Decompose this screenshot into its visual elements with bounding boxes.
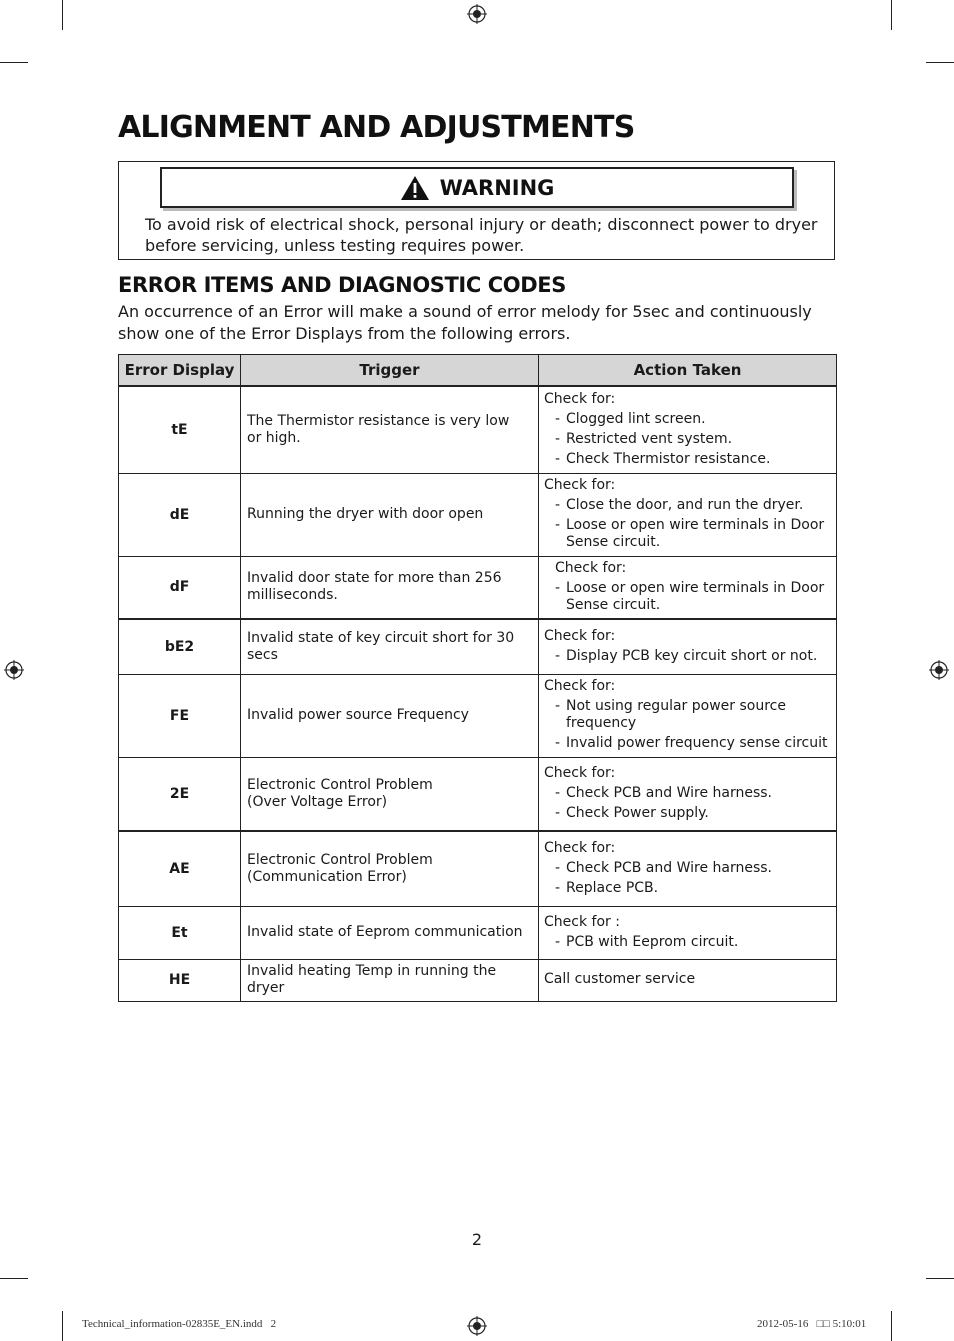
section-title: ERROR ITEMS AND DIAGNOSTIC CODES <box>118 273 566 297</box>
page-title: ALIGNMENT AND ADJUSTMENTS <box>118 110 635 145</box>
warning-label: WARNING <box>439 175 555 200</box>
list-item: - Loose or open wire terminals in Door Sense circuit. <box>544 517 830 551</box>
check-heading: Check for: <box>544 477 616 493</box>
warning-triangle-icon <box>400 175 430 201</box>
trigger-text: Invalid state of key circuit short for 30 secs <box>241 619 539 674</box>
check-list <box>544 785 830 822</box>
check-heading: Check for: <box>544 764 616 781</box>
check-list <box>544 648 830 665</box>
table-row <box>119 556 837 619</box>
trigger-cell <box>241 757 539 831</box>
check-heading: Check for: <box>544 627 616 644</box>
crop-mark-bottom-left-v <box>62 1311 63 1341</box>
list-item: - PCB with Eeprom circuit. <box>544 934 830 951</box>
trigger-text: Electronic Control Problem <box>247 776 433 793</box>
check-list <box>544 934 830 951</box>
crop-mark-top-left-v <box>62 0 63 30</box>
registration-mark-icon <box>929 660 949 680</box>
action-cell <box>539 473 837 556</box>
table-row <box>119 619 837 674</box>
list-item: - Check PCB and Wire harness. <box>544 860 830 877</box>
trigger-text: Invalid heating Temp in running the dryer <box>241 959 539 1001</box>
warning-box <box>118 161 835 260</box>
header-action-taken: Action Taken <box>539 355 837 387</box>
section-intro: An occurrence of an Error will make a sound of error melody for 5sec and continuously show one of the Error Displays from the following errors. <box>118 302 812 343</box>
list-item: - Clogged lint screen. <box>544 411 830 428</box>
list-item: - Invalid power frequency sense circuit <box>544 735 830 752</box>
error-code: AE <box>119 831 241 906</box>
error-code: Et <box>119 906 241 959</box>
error-code: HE <box>119 959 241 1001</box>
print-slug-date: 2012-05-16 □□ 5:10:01 <box>757 1318 867 1330</box>
list-item: - Restricted vent system. <box>544 431 830 448</box>
check-heading: Check for: <box>544 390 616 407</box>
action-cell <box>539 556 837 619</box>
action-text: Call customer service <box>539 959 837 1001</box>
table-row <box>119 959 837 1001</box>
error-code: dE <box>119 473 241 556</box>
action-cell <box>539 674 837 757</box>
header-error-display: Error Display <box>119 355 241 387</box>
action-cell <box>539 906 837 959</box>
error-code: FE <box>119 674 241 757</box>
list-item: - Display PCB key circuit short or not. <box>544 648 830 665</box>
print-slug-file: Technical_information-02835E_EN.indd 2 <box>82 1318 277 1330</box>
warning-banner <box>160 167 794 208</box>
table-row <box>119 674 837 757</box>
check-list <box>544 580 830 614</box>
error-code: 2E <box>119 757 241 831</box>
crop-mark-bottom-right-h <box>926 1278 954 1279</box>
trigger-subtext: (Over Voltage Error) <box>247 793 388 810</box>
trigger-text: Invalid door state for more than 256 milliseconds. <box>241 556 539 619</box>
trigger-text: Invalid state of Eeprom communication <box>241 906 539 959</box>
header-trigger: Trigger <box>241 355 539 387</box>
trigger-text: Running the dryer with door open <box>241 473 539 556</box>
crop-mark-top-right-h <box>926 62 954 63</box>
warning-text: To avoid risk of electrical shock, personal injury or death; disconnect power to dryer before servicing, unless testing requires power. <box>145 215 818 255</box>
crop-mark-bottom-left-h <box>0 1278 28 1279</box>
table-row <box>119 473 837 556</box>
table-row <box>119 757 837 831</box>
table-row <box>119 906 837 959</box>
trigger-text: Electronic Control Problem <box>247 851 433 868</box>
crop-mark-bottom-right-v <box>891 1311 892 1341</box>
list-item: - Close the door, and run the dryer. <box>544 497 830 514</box>
check-list <box>544 497 830 551</box>
check-list <box>544 860 830 897</box>
list-item: - Check PCB and Wire harness. <box>544 785 830 802</box>
check-heading: Check for: <box>555 559 627 576</box>
check-heading: Check for: <box>544 839 616 856</box>
trigger-text: The Thermistor resistance is very low or high. <box>241 386 539 473</box>
crop-mark-top-right-v <box>891 0 892 30</box>
check-list <box>544 411 830 468</box>
action-cell <box>539 386 837 473</box>
error-code: dF <box>119 556 241 619</box>
error-code: bE2 <box>119 619 241 674</box>
registration-mark-icon <box>467 1316 487 1336</box>
list-item: - Check Power supply. <box>544 805 830 822</box>
table-row <box>119 386 837 473</box>
list-item: - Not using regular power source frequency <box>544 698 830 732</box>
table-header-row <box>119 355 837 387</box>
page-number: 2 <box>471 1230 483 1249</box>
list-item: - Replace PCB. <box>544 880 830 897</box>
trigger-text: Invalid power source Frequency <box>241 674 539 757</box>
table-row <box>119 831 837 906</box>
crop-mark-top-left-h <box>0 62 28 63</box>
check-list <box>544 698 830 752</box>
action-cell <box>539 619 837 674</box>
trigger-subtext: (Communication Error) <box>247 868 407 885</box>
check-heading: Check for : <box>544 913 620 930</box>
action-cell <box>539 757 837 831</box>
list-item: - Loose or open wire terminals in Door Sense circuit. <box>544 580 830 614</box>
registration-mark-icon <box>4 660 24 680</box>
list-item: - Check Thermistor resistance. <box>544 451 830 468</box>
registration-mark-icon <box>467 4 487 24</box>
error-code: tE <box>119 386 241 473</box>
check-heading: Check for: <box>544 678 616 694</box>
trigger-cell <box>241 831 539 906</box>
error-codes-table <box>118 354 837 1002</box>
action-cell <box>539 831 837 906</box>
